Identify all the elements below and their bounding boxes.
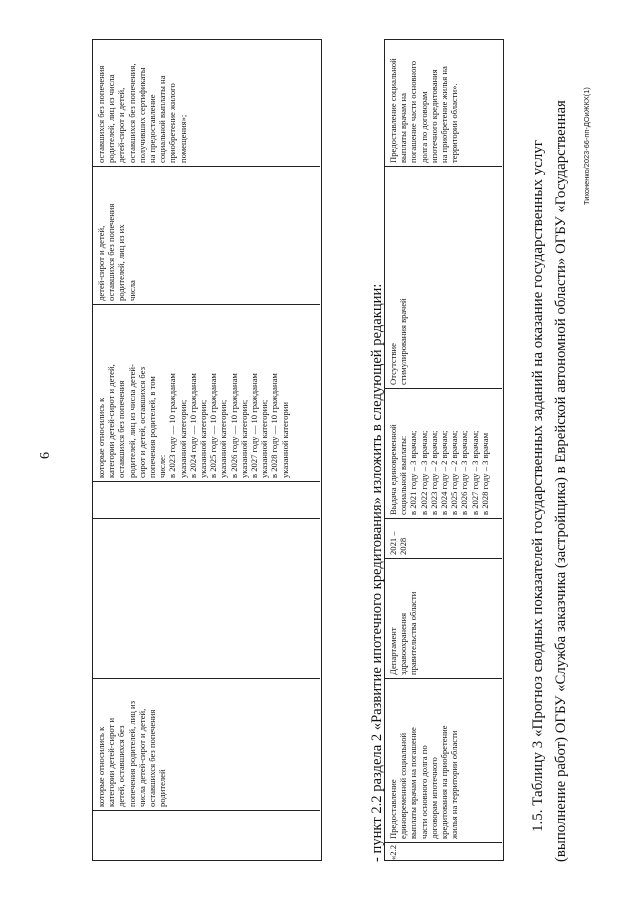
bottom-col-period: 2021 – 2028 <box>388 531 409 555</box>
row-number: «2.2 <box>388 844 398 860</box>
bottom-col-indicator: Выдача единовременной социальной выплаты: в 2021 году – 3 врачам; в 2022 году – 3 врачам; в 2023 году – 2 врачам; в 2024 году – 2 врачам; в 2025 году – 2 врачам; в 2026 году – 3 врачам; в 2027 году – 3 врачам; в 2028 году – 3 врачам <box>388 424 490 515</box>
top-col-indicator: которые относились к категории детей-сирот и детей, оставшихся без попечения родителей, лиц из числа детей- сирот и детей, оставшихся без попечения родителей, в том числе: в 2023 году — 10 гражданам указанной категории; в 2024 году — 10 гражданам указанной категории; в 2025 году — 10 гражданам указанной категории; в 2026 году — 10 гражданам указанной категории; в 2027 году — 10 гражданам указанной категории; в 2028 году — 10 гражданам указанной категории <box>96 364 290 478</box>
bottom-col-name: Предоставление единовременной социальной выплаты врачам на погашение части основного долга по договорам ипотечного кредитования на приобретение жилья на территории области <box>388 725 460 839</box>
top-col-problem: детей-сирот и детей, оставшихся без попечения родителей, лиц из их числа <box>96 203 137 301</box>
bottom-col-problem: Отсутствие стимулирования врачей <box>388 298 409 385</box>
top-col-name: которые относились к категории детей-сирот и детей, оставшихся без попечения родителей, лиц из числа детей-сирот и детей, оставшихся без попечения родителей <box>96 700 168 807</box>
bottom-col-result: Предоставление социальной выплаты врачам на погашение части основного долга по договорам ипотечного кредитования на приобретение жилья на территории области». <box>388 58 460 163</box>
top-col-result: оставшихся без попечения родителей, лиц из числа детей-сирот и детей, оставшихся без попечения, получивших сертификаты на предоставление социальной выплаты на приобретение жилого помещения»; <box>96 63 188 163</box>
section-heading: - пункт 2.2 раздела 2 «Развитие ипотечного кредитования» изложить в следующей редакции: <box>369 283 385 862</box>
bottom-col-executor: Департамент здравоохранения правительства области <box>388 591 419 675</box>
paragraph-line-2: (выполнение работ) ОГБУ «Служба заказчика (застройщика) в Еврейской автономной области» ОГБУ «Государственная <box>553 100 569 862</box>
document-footer-code: Тихоненко/2023-66-пп-ДОиЖКХ(1) <box>582 87 591 205</box>
page-number: 6 <box>38 452 53 459</box>
paragraph-line-1: 1.5. Таблицу 3 «Прогноз сводных показателей государственных заданий на оказание государственных услуг <box>530 139 546 832</box>
